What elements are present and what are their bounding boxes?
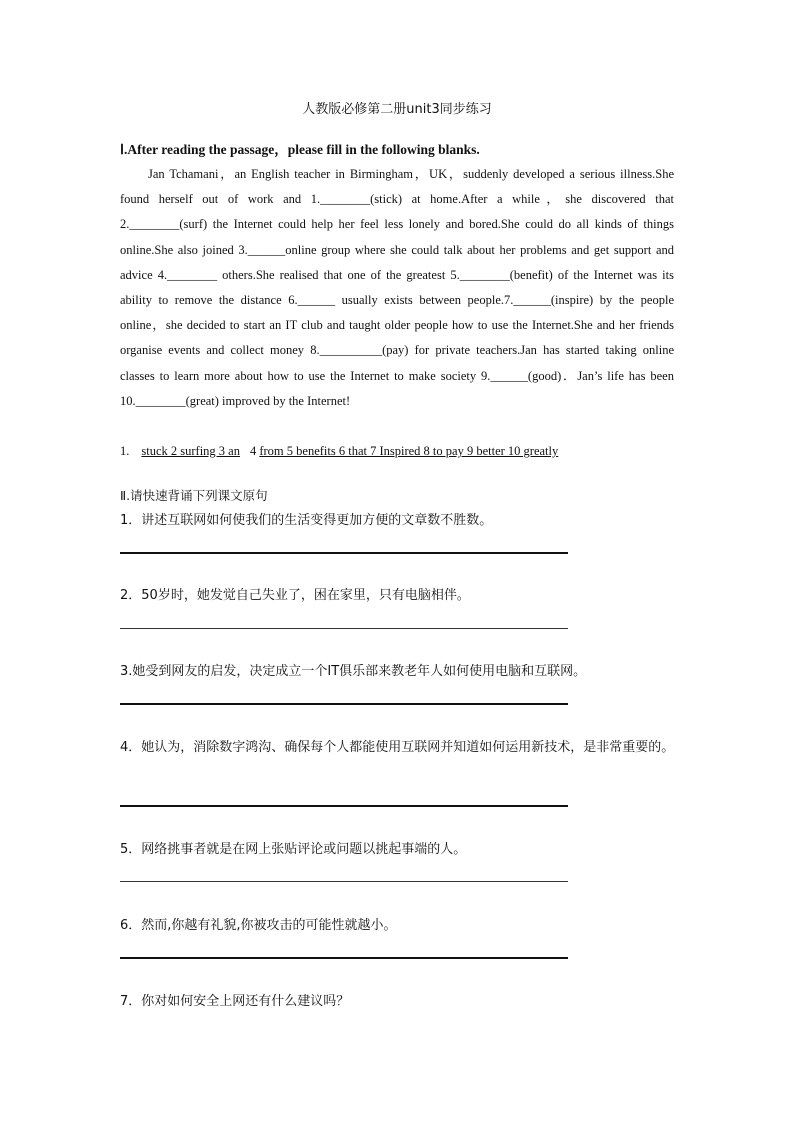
question-1: 1．讲述互联网如何使我们的生活变得更加方便的文章数不胜数。 [120, 513, 493, 528]
answer-key-part-3: from 5 benefits 6 that 7 Inspired 8 to pay 9 better 10 greatly [259, 444, 559, 458]
answer-line-2[interactable] [120, 628, 568, 629]
section-1-heading: Ⅰ.After reading the passage，please fill in the following blanks. [120, 142, 480, 157]
answer-key-part-2: 4 [249, 444, 260, 458]
question-2: 2．50岁时，她发觉自己失业了，困在家里，只有电脑相伴。 [120, 588, 470, 603]
answer-key-part-1: stuck 2 surfing 3 an [141, 444, 240, 458]
answer-key [120, 444, 558, 459]
question-6: 6．然而,你越有礼貌,你被攻击的可能性就越小。 [120, 918, 397, 933]
section-2-heading: Ⅱ.请快速背诵下列课文原句 [120, 488, 268, 503]
answer-key-number: 1. [120, 444, 130, 458]
answer-line-6[interactable] [120, 957, 568, 959]
question-5: 5．网络挑事者就是在网上张贴评论或问题以挑起事端的人。 [120, 842, 467, 857]
question-7: 7．你对如何安全上网还有什么建议吗？ [120, 994, 350, 1009]
answer-line-1[interactable] [120, 552, 568, 554]
answer-line-3[interactable] [120, 703, 568, 705]
page-title: 人教版必修第二册unit3同步练习 [302, 102, 492, 117]
cloze-passage: Jan Tchamani，an English teacher in Birmingham，UK，suddenly developed a serious illness.She found herself out of work and 1.________(stick) at home.After a while，she discovered that 2.________(surf) the Internet could help her feel less lonely and bored.She could do all kinds of things online.She also joined 3.______online group where she could talk about her problems and get support and advice 4.________ others.She realised that one of the greatest 5.________(benefit) of the Internet was its ability to remove the distance 6.______ usually exists between people.7.______(inspire) by the people online，she decided to start an IT club and taught older people how to use the Internet.She and her friends organise events and collect money 8.__________(pay) for private teachers.Jan has started taking online classes to learn more about how to use the Internet to make society 9.______(good)．Jan’s life has been 10.________(great) improved by the Internet! [120, 167, 674, 408]
question-3: 3.她受到网友的启发，决定成立一个IT俱乐部来教老年人如何使用电脑和互联网。 [120, 664, 587, 679]
answer-line-5[interactable] [120, 881, 568, 882]
question-4: 4．她认为，消除数字鸿沟、确保每个人都能使用互联网并知道如何运用新技术，是非常重要的。 [120, 740, 675, 755]
answer-line-4[interactable] [120, 805, 568, 807]
